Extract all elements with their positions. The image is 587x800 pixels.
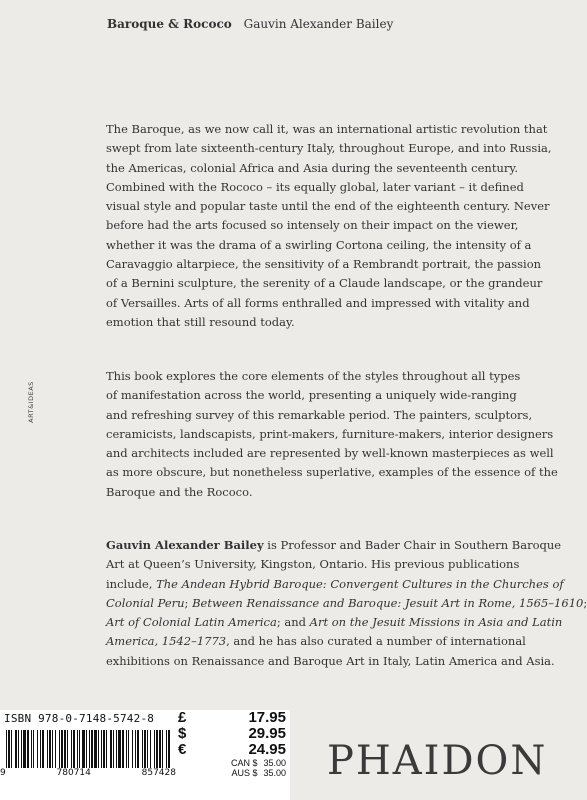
barcode-stripe xyxy=(103,730,105,768)
barcode-stripe xyxy=(52,730,53,768)
text-line: of manifestation across the world, presenting a uniquely wide-ranging xyxy=(106,388,517,403)
text-line: Art at Queen’s University, Kingston, Ontario. His previous publications xyxy=(106,557,520,572)
barcode-stripe xyxy=(82,730,85,768)
description-paragraph-2 xyxy=(106,367,558,502)
text-line: exhibitions on Renaissance and Baroque Art in Italy, Latin America and Asia. xyxy=(106,653,555,668)
text-line: ceramicists, landscapists, print-makers, furniture-makers, interior designers xyxy=(106,426,554,441)
cover-header xyxy=(107,17,393,31)
barcode-stripe xyxy=(55,730,56,768)
text-line: before had the arts focused so intensely on their impact on the viewer, xyxy=(106,218,519,233)
barcode-stripe xyxy=(61,730,63,768)
barcode-stripe xyxy=(71,730,72,768)
text-line: Baroque and the Rococo. xyxy=(106,484,253,499)
text-line: The Baroque, as we now call it, was an international artistic revolution that xyxy=(106,122,548,136)
barcode-stripe xyxy=(147,730,148,768)
barcode-stripe xyxy=(156,730,158,768)
barcode-stripe xyxy=(94,730,97,768)
text-line: America, 1542–1773, and he has also curated a number of international xyxy=(106,634,526,649)
price-usd: $ 29.95 xyxy=(178,725,286,742)
barcode-stripe xyxy=(154,730,155,768)
barcode-stripe xyxy=(67,730,68,768)
text-line: This book explores the core elements of the styles throughout all types xyxy=(106,369,521,383)
text-line: as more obscure, but nonetheless superlative, examples of the essence of the xyxy=(106,465,558,480)
barcode-stripe xyxy=(31,730,32,768)
price-barcode-sticker xyxy=(0,710,290,800)
barcode-stripe xyxy=(166,730,167,768)
barcode-stripe xyxy=(116,730,117,768)
text-line: and architects included are represented by well-known masterpieces as well xyxy=(106,446,554,461)
barcode-stripe xyxy=(40,730,41,768)
publication-title: The Andean Hybrid Baroque: Convergent Cultures in the Churches of xyxy=(156,576,564,591)
publication-title: America, 1542–1773 xyxy=(106,634,227,649)
barcode-stripe xyxy=(42,730,44,768)
price-aus: AUS $ 35.00 xyxy=(231,768,286,778)
text-line: emotion that still resound today. xyxy=(106,314,295,329)
barcode-stripe xyxy=(89,730,90,768)
barcode-stripe xyxy=(73,730,75,768)
barcode-stripe xyxy=(64,730,66,768)
barcode-stripe xyxy=(137,730,139,768)
barcode-stripe xyxy=(15,730,17,768)
barcode-stripe xyxy=(21,730,22,768)
text-line: whether it was the drama of a swirling Cortona ceiling, the intensity of a xyxy=(106,237,532,252)
text-line: the Americas, colonial Africa and Asia during the seventeenth century. xyxy=(106,160,518,175)
barcode-stripe xyxy=(33,730,34,768)
author-name: Gauvin Alexander Bailey xyxy=(106,538,264,552)
text-line: Gauvin Alexander Bailey is Professor and Bader Chair in Southern Baroque xyxy=(106,538,562,552)
price-list xyxy=(178,710,286,778)
barcode-stripe xyxy=(168,730,170,768)
book-title: Baroque & Rococo xyxy=(107,17,232,31)
barcode-stripe xyxy=(86,730,87,768)
barcode-stripe xyxy=(142,730,143,768)
barcode-stripe xyxy=(150,730,151,768)
text-line: visual style and popular taste until the end of the eighteenth century. Never xyxy=(106,199,550,214)
barcode-stripe xyxy=(118,730,121,768)
barcode-stripe xyxy=(6,730,7,768)
series-label: ART&IDEAS xyxy=(27,381,35,423)
barcode-stripe xyxy=(144,730,146,768)
barcode-stripe xyxy=(27,730,29,768)
barcode-stripe xyxy=(135,730,136,768)
text-line: Combined with the Rococo – its equally global, later variant – it defined xyxy=(106,179,524,194)
barcode-stripe xyxy=(122,730,124,768)
publication-title: Between Renaissance and Baroque: Jesuit Art in Rome, 1565–1610 xyxy=(192,595,584,610)
book-author: Gauvin Alexander Bailey xyxy=(243,17,394,31)
text-line: of a Bernini sculpture, the serenity of a Claude landscape, or the grandeur xyxy=(106,276,543,291)
description-paragraph-1 xyxy=(106,120,552,332)
price-gbp: £ 17.95 xyxy=(178,709,286,726)
barcode-stripe xyxy=(11,730,12,768)
barcode-stripe xyxy=(106,730,107,768)
barcode-stripe xyxy=(132,730,133,768)
barcode-stripe xyxy=(8,730,10,768)
barcode-stripe xyxy=(91,730,93,768)
price-eur: € 24.95 xyxy=(178,741,286,758)
publication-title: Art on the Jesuit Missions in Asia and Latin xyxy=(309,615,563,630)
barcode-stripe xyxy=(47,730,48,768)
barcode-stripe xyxy=(110,730,112,768)
barcode-stripe xyxy=(126,730,127,768)
barcode-stripe xyxy=(128,730,129,768)
publication-title: Art of Colonial Latin America xyxy=(106,615,277,630)
text-line: Caravaggio altarpiece, the sensitivity of a Rembrandt portrait, the passion xyxy=(106,257,542,272)
barcode-stripe xyxy=(113,730,114,768)
barcode-stripe xyxy=(59,730,60,768)
price-can: CAN $ 35.00 xyxy=(230,758,286,768)
text-line: and refreshing survey of this remarkable period. The painters, sculptors, xyxy=(106,407,533,422)
text-line: swept from late sixteenth-century Italy, throughout Europe, and into Russia, xyxy=(106,141,552,156)
barcode-stripe xyxy=(159,730,161,768)
barcode-stripe xyxy=(98,730,99,768)
publication-title: Colonial Peru xyxy=(106,595,185,610)
barcode-stripe xyxy=(23,730,26,768)
barcode-digits: 9 780714 857428 xyxy=(0,768,176,778)
text-line: of Versailles. Arts of all forms enthralled and impressed with vitality and xyxy=(106,295,530,310)
barcode-stripe xyxy=(18,730,19,768)
barcode-stripe xyxy=(162,730,163,768)
barcode-stripe xyxy=(101,730,102,768)
barcode-stripe xyxy=(79,730,80,768)
barcode-icon xyxy=(4,730,174,768)
isbn-number: ISBN 978-0-7148-5742-8 xyxy=(4,712,155,725)
publisher-logo: PHAIDON xyxy=(327,738,548,784)
text-line: Art of Colonial Latin America; and Art on the Jesuit Missions in Asia and Latin xyxy=(106,615,563,630)
text-line: Colonial Peru; Between Renaissance and Baroque: Jesuit Art in Rome, 1565–1610; xyxy=(106,595,587,610)
author-bio xyxy=(106,536,587,671)
barcode-stripe xyxy=(49,730,51,768)
barcode-stripe xyxy=(77,730,78,768)
barcode-stripe xyxy=(37,730,38,768)
text-line: include, The Andean Hybrid Baroque: Convergent Cultures in the Churches of xyxy=(106,576,564,591)
